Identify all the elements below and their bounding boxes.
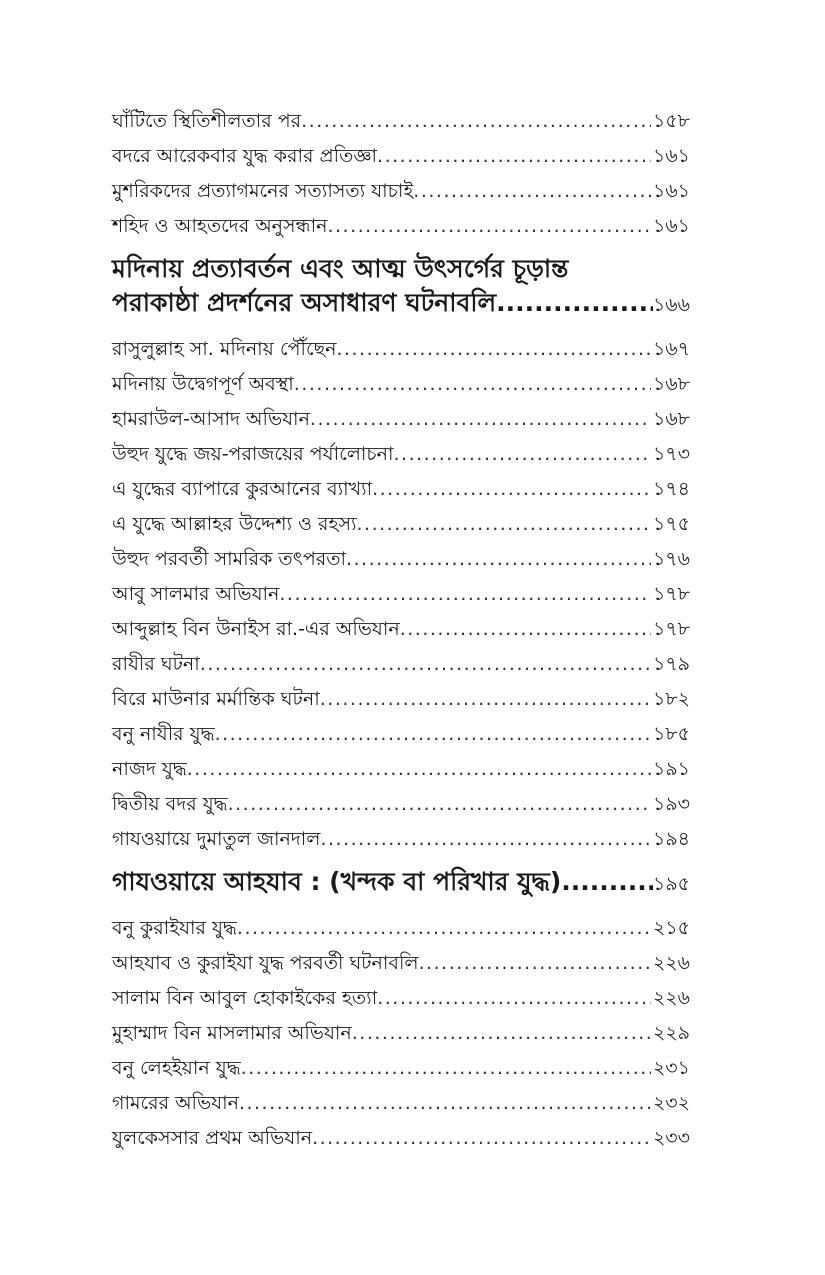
dot-leader	[346, 542, 651, 577]
dot-leader	[301, 104, 651, 139]
toc-entry-title: রাযীর ঘটনা	[112, 653, 200, 675]
toc-entry[interactable]	[112, 542, 690, 577]
page-number: ২২৬	[652, 987, 690, 1009]
toc-entry-title: বদরে আরেকবার যুদ্ধ করার প্রতিজ্ঞা	[112, 145, 378, 167]
toc-entry-title: আবু সালমার অভিযান	[112, 583, 280, 605]
toc-entry-title: ঘাঁটিতে স্থিতিশীলতার পর	[112, 110, 302, 132]
toc-entry[interactable]	[112, 752, 690, 787]
dot-leader	[310, 402, 651, 437]
dot-leader	[419, 946, 651, 981]
page-number: ১৬১	[652, 145, 690, 167]
section-heading-line	[112, 252, 690, 286]
dot-leader	[320, 822, 651, 857]
dot-leader	[312, 1121, 651, 1156]
page-number: ১৭৬	[652, 548, 690, 570]
dot-leader	[239, 1086, 651, 1121]
toc-entry[interactable]	[112, 946, 690, 981]
dot-leader	[400, 612, 651, 647]
dot-leader	[215, 717, 651, 752]
page-number: ১৬১	[652, 215, 690, 237]
dot-leader	[187, 752, 651, 787]
dot-leader	[228, 787, 651, 822]
section-heading-line	[112, 286, 690, 322]
page-number: ১৮৫	[653, 723, 690, 745]
page-number: ১৬৮	[652, 373, 690, 395]
toc-entry[interactable]	[112, 104, 690, 139]
page-number: ১৭৮	[652, 583, 690, 605]
toc-entry[interactable]	[112, 787, 690, 822]
toc-entry[interactable]	[112, 139, 690, 174]
toc-entry[interactable]	[112, 577, 690, 612]
dot-leader	[561, 865, 653, 899]
toc-entry[interactable]	[112, 1086, 690, 1121]
toc-entry-title: বনু কুরাইযার যুদ্ধ	[112, 917, 237, 939]
dot-leader	[327, 209, 651, 244]
dot-leader	[413, 174, 651, 209]
toc-entry-title: মুশরিকদের প্রত্যাগমনের সত্যাসত্য যাচাই	[112, 180, 414, 202]
toc-entry[interactable]	[112, 981, 690, 1016]
toc-entry-title: গামরের অভিযান	[112, 1092, 239, 1114]
toc-entry[interactable]	[112, 717, 690, 752]
toc-entry-title: রাসুলুল্লাহ সা. মদিনায় পৌঁছেন	[112, 338, 337, 360]
section-heading-title: পরাকাষ্ঠা প্রদর্শনের অসাধারণ ঘটনাবলি	[112, 288, 497, 317]
dot-leader	[357, 507, 651, 542]
toc-entry-title: উহুদ পরবর্তী সামরিক তৎপরতা	[112, 548, 346, 570]
page-number: ১৬১	[652, 180, 690, 202]
page-number: ১৭৫	[652, 513, 690, 535]
toc-entry[interactable]	[112, 402, 690, 437]
toc-entry-title: গাযওয়ায়ে দুমাতুল জানদাল	[112, 828, 321, 850]
page-number: ২৩১	[652, 1057, 690, 1079]
toc-entry-title: আহযাব ও কুরাইযা যুদ্ধ পরবর্তী ঘটনাবলি	[112, 952, 419, 974]
dot-leader	[377, 139, 651, 174]
page-number: ১৭৪	[652, 478, 690, 500]
dot-leader	[496, 286, 653, 320]
toc-entry-title: যুলকেসসার প্রথম অভিযান	[112, 1127, 313, 1149]
table-of-contents	[112, 104, 690, 1156]
section-heading	[112, 865, 690, 901]
toc-entry[interactable]	[112, 612, 690, 647]
page-number: ১৬৮	[652, 408, 690, 430]
page-number: ১৯৫	[653, 873, 690, 895]
toc-entry[interactable]	[112, 472, 690, 507]
toc-entry[interactable]	[112, 1016, 690, 1051]
toc-entry-title: বনু লেহইয়ান যুদ্ধ	[112, 1057, 241, 1079]
page-number: ১৭৮	[652, 618, 690, 640]
toc-entry-title: নাজদ যুদ্ধ	[112, 758, 187, 780]
dot-leader	[320, 682, 651, 717]
section-heading-title: গাযওয়ায়ে আহযাব : (খন্দক বা পরিখার যুদ্ধ)	[112, 867, 562, 896]
dot-leader	[336, 332, 651, 367]
toc-entry-title: সালাম বিন আবুল হোকাইকের হত্যা	[112, 987, 378, 1009]
toc-entry[interactable]	[112, 507, 690, 542]
toc-entry[interactable]	[112, 911, 690, 946]
dot-leader	[294, 367, 651, 402]
section-heading-line	[112, 865, 690, 901]
page-number: ১৮২	[652, 688, 690, 710]
section-heading-title: মদিনায় প্রত্যাবর্তন এবং আত্ম উৎসর্গের চূড়ান্ত	[112, 254, 569, 283]
toc-entry[interactable]	[112, 437, 690, 472]
dot-leader	[237, 911, 651, 946]
toc-entry[interactable]	[112, 647, 690, 682]
toc-entry-title: এ যুদ্ধে আল্লাহর উদ্দেশ্য ও রহস্য	[112, 513, 357, 535]
dot-leader	[372, 472, 651, 507]
toc-entry-title: হামরাউল-আসাদ অভিযান	[112, 408, 310, 430]
page-number: ১৭৩	[652, 443, 690, 465]
dot-leader	[200, 647, 651, 682]
toc-entry[interactable]	[112, 332, 690, 367]
page-number: ১৬৬	[652, 294, 690, 316]
toc-entry[interactable]	[112, 174, 690, 209]
page-number: ১৫৮	[653, 110, 690, 132]
section-heading	[112, 252, 690, 322]
toc-entry-title: বিরে মাউনার মর্মান্তিক ঘটনা	[112, 688, 320, 710]
toc-entry-title: বনু নাযীর যুদ্ধ	[112, 723, 215, 745]
page-number: ২২৯	[652, 1022, 690, 1044]
page-number: ২৩৩	[652, 1127, 690, 1149]
toc-entry[interactable]	[112, 1121, 690, 1156]
dot-leader	[352, 1016, 651, 1051]
page-number: ২৩২	[652, 1092, 690, 1114]
page-number: ১৯৪	[653, 828, 690, 850]
toc-entry-title: এ যুদ্ধের ব্যাপারে কুরআনের ব্যাখ্যা	[112, 478, 373, 500]
toc-entry-title: উহুদ যুদ্ধে জয়-পরাজয়ের পর্যালোচনা	[112, 443, 394, 465]
dot-leader	[394, 437, 651, 472]
page-number: ১৭৯	[652, 653, 690, 675]
toc-entry-title: শহিদ ও আহতদের অনুসন্ধান	[112, 215, 328, 237]
toc-entry[interactable]	[112, 822, 690, 857]
toc-entry[interactable]	[112, 1051, 690, 1086]
toc-entry[interactable]	[112, 367, 690, 402]
dot-leader	[377, 981, 651, 1016]
dot-leader	[241, 1051, 651, 1086]
page-number: ১৬৭	[652, 338, 690, 360]
toc-entry-title: মুহাম্মাদ বিন মাসলামার অভিযান	[112, 1022, 352, 1044]
dot-leader	[279, 577, 651, 612]
toc-entry-title: মদিনায় উদ্বেগপূর্ণ অবস্থা	[112, 373, 294, 395]
page-number: ২২৬	[652, 952, 690, 974]
toc-entry-title: দ্বিতীয় বদর যুদ্ধ	[112, 793, 228, 815]
toc-entry[interactable]	[112, 682, 690, 717]
toc-entry-title: আব্দুল্লাহ বিন উনাইস রা.-এর অভিযান	[112, 618, 400, 640]
toc-entry[interactable]	[112, 209, 690, 244]
page-number: ১৯৩	[652, 793, 690, 815]
page-number: ১৯১	[653, 758, 690, 780]
page-number: ২১৫	[652, 917, 690, 939]
